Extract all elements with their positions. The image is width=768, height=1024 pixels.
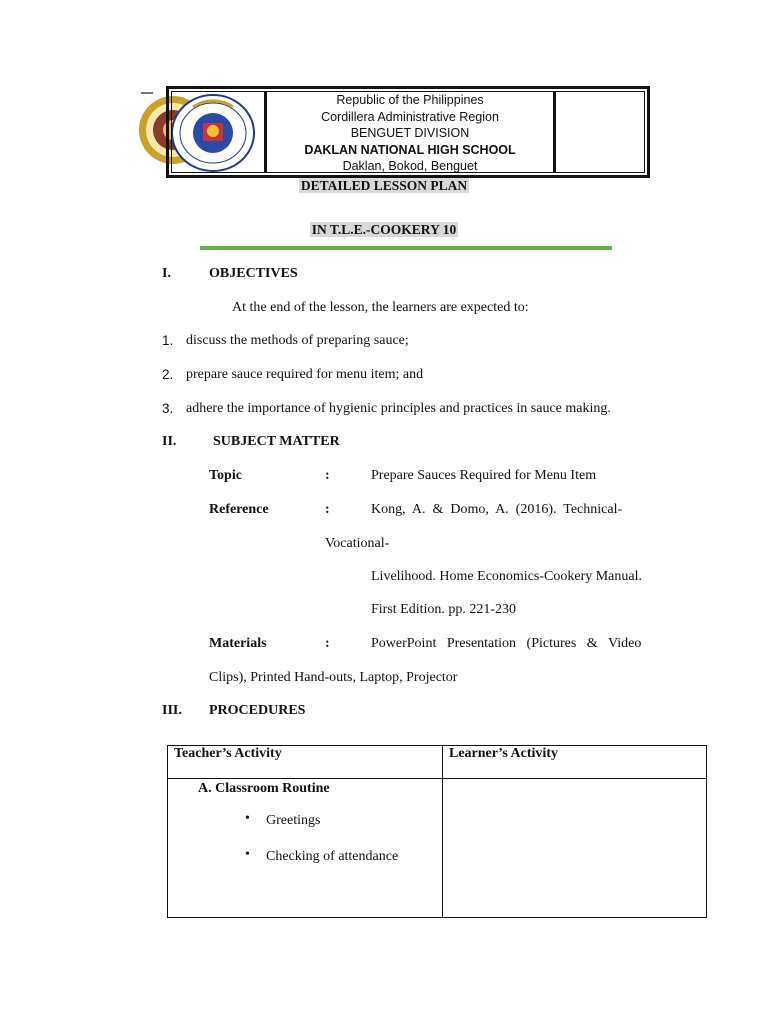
subject-matter-heading: SUBJECT MATTER — [213, 434, 340, 449]
header-division: BENGUET DIVISION — [350, 126, 470, 140]
objectives-intro: At the end of the lesson, the learners are expected to: — [232, 300, 529, 315]
reference-line-2: Vocational- — [325, 536, 390, 551]
materials-label: Materials — [209, 636, 267, 651]
learner-activity-header: Learner’s Activity — [449, 746, 558, 761]
bullet-icon: • — [245, 847, 250, 862]
decorative-dash — [141, 92, 153, 94]
header-text-block — [268, 92, 552, 175]
learner-activity-header-cell — [443, 746, 707, 779]
procedures-table — [167, 745, 707, 918]
materials-line-2: Clips), Printed Hand-outs, Laptop, Projector — [209, 670, 458, 685]
objective-2-number: 2. — [162, 367, 174, 382]
header-region: Cordillera Administrative Region — [321, 109, 499, 124]
document-subtitle — [0, 222, 768, 238]
objective-3-text: adhere the importance of hygienic principles and practices in sauce making. — [186, 401, 611, 416]
table-header-row — [168, 746, 707, 779]
objective-2-text: prepare sauce required for menu item; and — [186, 367, 424, 382]
reference-colon: : — [325, 502, 330, 517]
teacher-activity-header: Teacher’s Activity — [174, 746, 282, 761]
routine-attendance: Checking of attendance — [266, 849, 399, 864]
objective-1-text: discuss the methods of preparing sauce; — [186, 333, 409, 348]
classroom-routine-heading: A. Classroom Routine — [198, 781, 330, 796]
learner-activity-cell — [443, 779, 707, 918]
bullet-icon: • — [245, 811, 250, 826]
reference-line-3: Livelihood. Home Economics-Cookery Manual. — [371, 569, 642, 584]
topic-label: Topic — [209, 468, 242, 483]
procedures-number: III. — [162, 703, 182, 718]
header-address: Daklan, Bokod, Benguet — [342, 159, 478, 173]
objective-3-number: 3. — [162, 401, 174, 416]
teacher-activity-cell — [168, 779, 443, 918]
materials-line-1: PowerPoint Presentation (Pictures & Video — [371, 636, 642, 651]
green-divider — [200, 246, 612, 250]
objective-1-number: 1. — [162, 333, 174, 348]
routine-greetings: Greetings — [266, 813, 321, 828]
reference-label: Reference — [209, 502, 269, 517]
header-divider-right — [553, 91, 556, 173]
procedures-heading: PROCEDURES — [209, 703, 306, 718]
header-divider-left — [264, 91, 267, 173]
materials-colon: : — [325, 636, 330, 651]
topic-value: Prepare Sauces Required for Menu Item — [371, 468, 597, 483]
header-school-name: DAKLAN NATIONAL HIGH SCHOOL — [304, 142, 516, 157]
objectives-heading: OBJECTIVES — [209, 266, 298, 281]
header-republic: Republic of the Philippines — [336, 93, 484, 107]
document-title — [0, 178, 768, 194]
teacher-activity-header-cell — [168, 746, 443, 779]
document-title-text: DETAILED LESSON PLAN — [300, 178, 468, 193]
subject-matter-number: II. — [162, 434, 177, 449]
topic-colon: : — [325, 468, 330, 483]
list-item — [168, 849, 442, 879]
reference-line-4: First Edition. pp. 221-230 — [371, 602, 517, 617]
list-item — [168, 813, 442, 849]
reference-line-1: Kong, A. & Domo, A. (2016). Technical- — [371, 502, 623, 517]
table-row — [168, 779, 707, 918]
objectives-number: I. — [162, 266, 171, 281]
document-subtitle-text: IN T.L.E.-COOKERY 10 — [311, 222, 457, 237]
